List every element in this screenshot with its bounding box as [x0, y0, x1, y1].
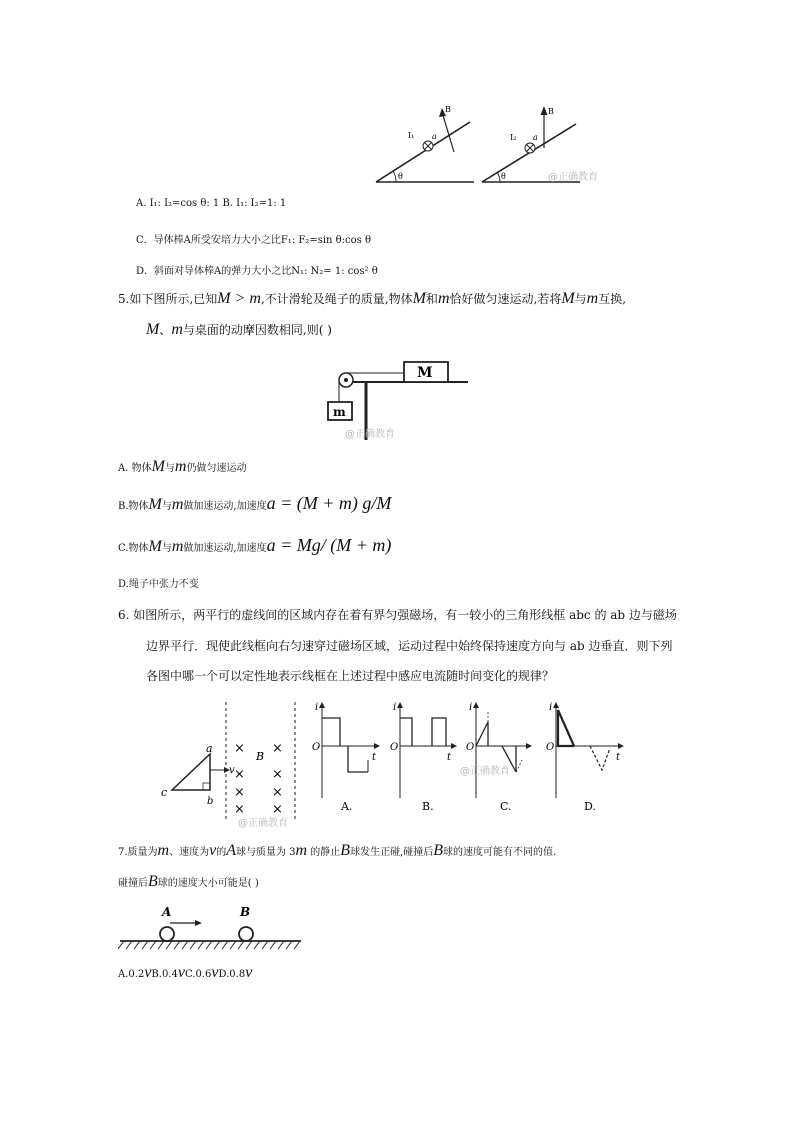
q6-watermark-2: @正确教育 [238, 818, 288, 829]
q5-option-d: D.绳子中张力不变 [118, 579, 199, 590]
svg-text:B.: B. [422, 800, 434, 813]
svg-text:t: t [616, 752, 621, 763]
q7-fig-A: A [162, 905, 172, 919]
svg-text:×: × [234, 741, 245, 756]
q6-triangle-frame [161, 742, 235, 807]
q7-figure [118, 904, 303, 954]
q7-options: A.0.2vB.0.4vC.0.6vD.0.8v [118, 964, 253, 981]
svg-text:t: t [447, 752, 452, 763]
svg-text:×: × [272, 741, 283, 756]
q5-fig-m: m [333, 405, 346, 419]
q6-graph-b [390, 702, 457, 813]
svg-text:O: O [312, 742, 321, 753]
q4-option-d: D．斜面对导体棒A的弹力大小之比N₁: N₂= 1: cos² θ [136, 266, 378, 277]
q5-stem-line2: M、m与桌面的动摩因数相同,则( ) [146, 321, 332, 338]
q4-watermark: @正确教育 [548, 172, 598, 183]
q4-a-right: a [533, 133, 538, 142]
q4-B-right: B [548, 107, 554, 116]
q7-stem-line2: 碰撞后B球的速度大小可能是( ) [118, 873, 259, 890]
q4-theta-right: θ [501, 172, 506, 181]
q4-option-c: C．导体棒A所受安培力大小之比F₁: F₂=sin θ:cos θ [136, 235, 371, 246]
q6-field-region [226, 702, 295, 822]
q6-stem-line2: 边界平行．现使此线框向右匀速穿过磁场区域，运动过程中始终保持速度方向与 ab 边垂直．则下列 [146, 639, 673, 653]
q4-theta-left: θ [398, 172, 403, 181]
q5-option-a: A. 物体M与m仍做匀速运动 [118, 458, 247, 475]
svg-text:×: × [234, 767, 245, 782]
svg-text:v: v [229, 765, 235, 776]
q5-option-c: C.物体M与m做加速运动,加速度a = Mg/ (M + m) [118, 535, 392, 555]
q6-graph-c [466, 702, 532, 813]
svg-text:×: × [272, 767, 283, 782]
svg-text:i: i [549, 702, 553, 713]
q4-incline-left [376, 105, 474, 182]
q4-I2-label: I₂ [510, 133, 517, 142]
q4-B-left: B [445, 105, 451, 114]
q4-option-ab: A. I₁: I₂=cos θ: 1 B. I₁: I₂=1: 1 [136, 198, 287, 209]
svg-text:D.: D. [584, 800, 596, 813]
svg-text:O: O [466, 742, 475, 753]
svg-text:c: c [161, 786, 168, 799]
q7-stem-line1: 7.质量为m、速度为v的A球与质量为 3m 的静止B球发生正碰,碰撞后B球的速度可能有不同的值. [118, 842, 557, 859]
svg-text:b: b [207, 796, 214, 807]
svg-text:i: i [469, 702, 473, 713]
q5-watermark: @正确教育 [345, 429, 395, 440]
q6-stem-line3: 各图中哪一个可以定性地表示线框在上述过程中感应电流随时间变化的规律？ [146, 669, 555, 683]
q5-fig-M: M [417, 365, 433, 381]
svg-text:×: × [234, 802, 245, 817]
q6-watermark-1: @正确教育 [460, 766, 510, 777]
q7-fig-B: B [240, 905, 251, 919]
q5-option-b: B.物体M与m做加速运动,加速度a = (M + m) g/M [118, 493, 392, 513]
svg-text:a: a [206, 742, 213, 755]
q6-stem-line1: 6. 如图所示，两平行的虚线间的区域内存在着有界匀强磁场，有一较小的三角形线框 abc 的 ab 边与磁场 [118, 608, 677, 622]
svg-text:i: i [315, 702, 319, 713]
q4-I1-label: I₁ [408, 131, 415, 140]
q6-figure [150, 698, 640, 826]
svg-text:B: B [256, 750, 265, 763]
svg-text:O: O [546, 742, 555, 753]
svg-text:×: × [272, 785, 283, 800]
q4-a-left: a [432, 132, 437, 141]
svg-text:A.: A. [341, 800, 353, 813]
svg-text:i: i [393, 702, 397, 713]
q5-stem-line1: 5.如下图所示,已知M > m,不计滑轮及绳子的质量,物体M和m恰好做匀速运动,若将M与m互换, [118, 290, 627, 307]
q6-graph-a [312, 702, 380, 813]
svg-text:×: × [272, 802, 283, 817]
svg-text:O: O [390, 742, 399, 753]
q6-graph-d [546, 702, 624, 813]
svg-text:t: t [372, 752, 377, 763]
svg-text:C.: C. [500, 800, 512, 813]
svg-text:×: × [234, 785, 245, 800]
